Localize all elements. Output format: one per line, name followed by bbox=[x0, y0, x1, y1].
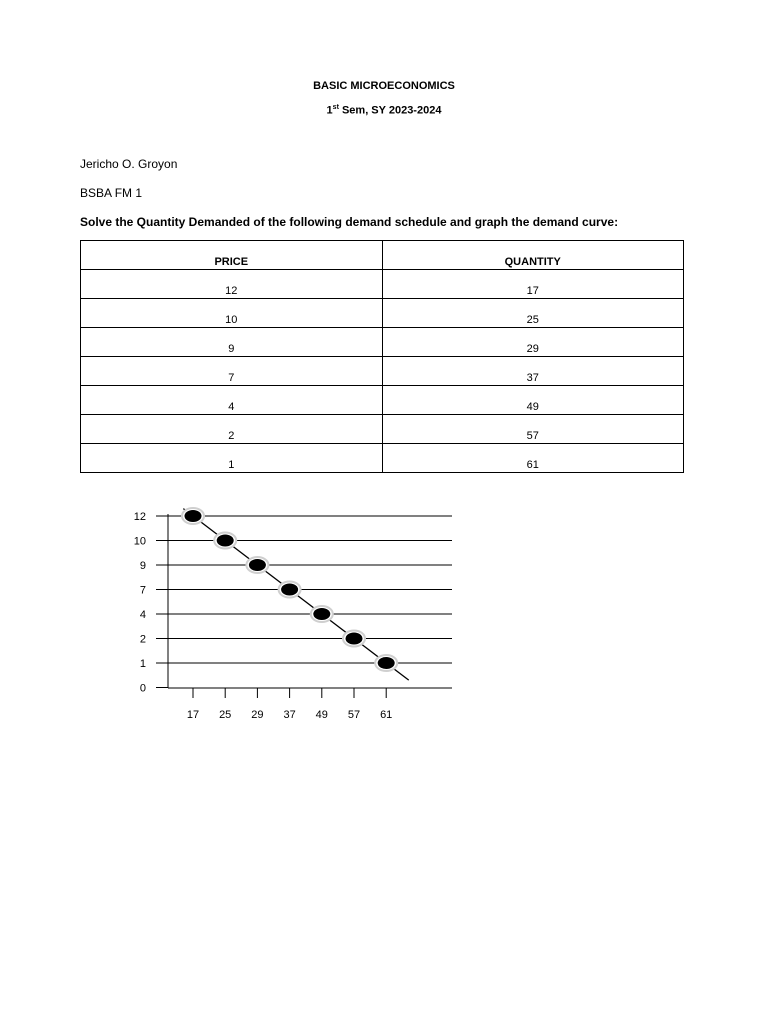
price-cell: 10 bbox=[81, 299, 383, 328]
x-tick-label: 61 bbox=[380, 709, 393, 721]
data-point bbox=[346, 633, 363, 645]
y-tick-label: 7 bbox=[139, 584, 146, 597]
data-point bbox=[313, 608, 330, 620]
price-cell: 12 bbox=[81, 270, 383, 299]
data-point bbox=[281, 584, 298, 596]
y-tick-label: 10 bbox=[133, 535, 146, 548]
y-tick-label: 12 bbox=[133, 511, 146, 523]
column-header-price: PRICE bbox=[81, 241, 383, 270]
data-point bbox=[378, 657, 395, 669]
document-title: BASIC MICROECONOMICS bbox=[313, 80, 455, 92]
y-tick-label: 2 bbox=[139, 633, 146, 646]
price-cell: 2 bbox=[81, 415, 383, 444]
quantity-cell: 57 bbox=[382, 415, 684, 444]
quantity-cell: 37 bbox=[382, 357, 684, 386]
price-cell: 7 bbox=[81, 357, 383, 386]
data-point bbox=[185, 510, 202, 522]
quantity-cell: 49 bbox=[382, 386, 684, 415]
x-tick-label: 37 bbox=[283, 709, 296, 721]
quantity-cell: 61 bbox=[382, 444, 684, 473]
x-tick-label: 57 bbox=[347, 709, 361, 721]
y-tick-label: 0 bbox=[139, 682, 146, 695]
subtitle-text: Sem, SY 2023-2024 bbox=[338, 104, 442, 117]
y-tick-label: 9 bbox=[139, 560, 146, 572]
demand-series bbox=[182, 508, 409, 680]
column-header-quantity: QUANTITY bbox=[382, 241, 684, 270]
quantity-cell: 25 bbox=[382, 299, 684, 328]
data-point bbox=[249, 559, 266, 571]
x-tick-label: 49 bbox=[315, 709, 328, 721]
course-label: BSBA FM 1 bbox=[80, 186, 143, 200]
y-tick-label: 4 bbox=[139, 609, 146, 621]
student-name: Jericho O. Groyon bbox=[80, 157, 178, 171]
x-axis-tick-labels bbox=[187, 709, 392, 721]
subtitle-number: 1 bbox=[326, 104, 333, 117]
price-cell: 4 bbox=[81, 386, 383, 415]
y-tick-label: 1 bbox=[139, 658, 146, 670]
chart-axes bbox=[156, 514, 452, 698]
quantity-cell: 17 bbox=[382, 270, 684, 299]
subtitle-ordinal: st bbox=[332, 104, 339, 111]
x-tick-label: 17 bbox=[186, 709, 200, 721]
price-cell: 9 bbox=[81, 328, 383, 357]
y-axis-tick-labels bbox=[134, 511, 146, 695]
price-cell: 1 bbox=[81, 444, 383, 473]
instruction-text: Solve the Quantity Demanded of the following demand schedule and graph the demand curve: bbox=[80, 215, 619, 229]
data-point bbox=[217, 535, 234, 547]
x-tick-label: 25 bbox=[219, 709, 232, 721]
chart-gridlines bbox=[168, 516, 452, 663]
quantity-cell: 29 bbox=[382, 328, 684, 357]
x-tick-label: 29 bbox=[251, 709, 264, 721]
